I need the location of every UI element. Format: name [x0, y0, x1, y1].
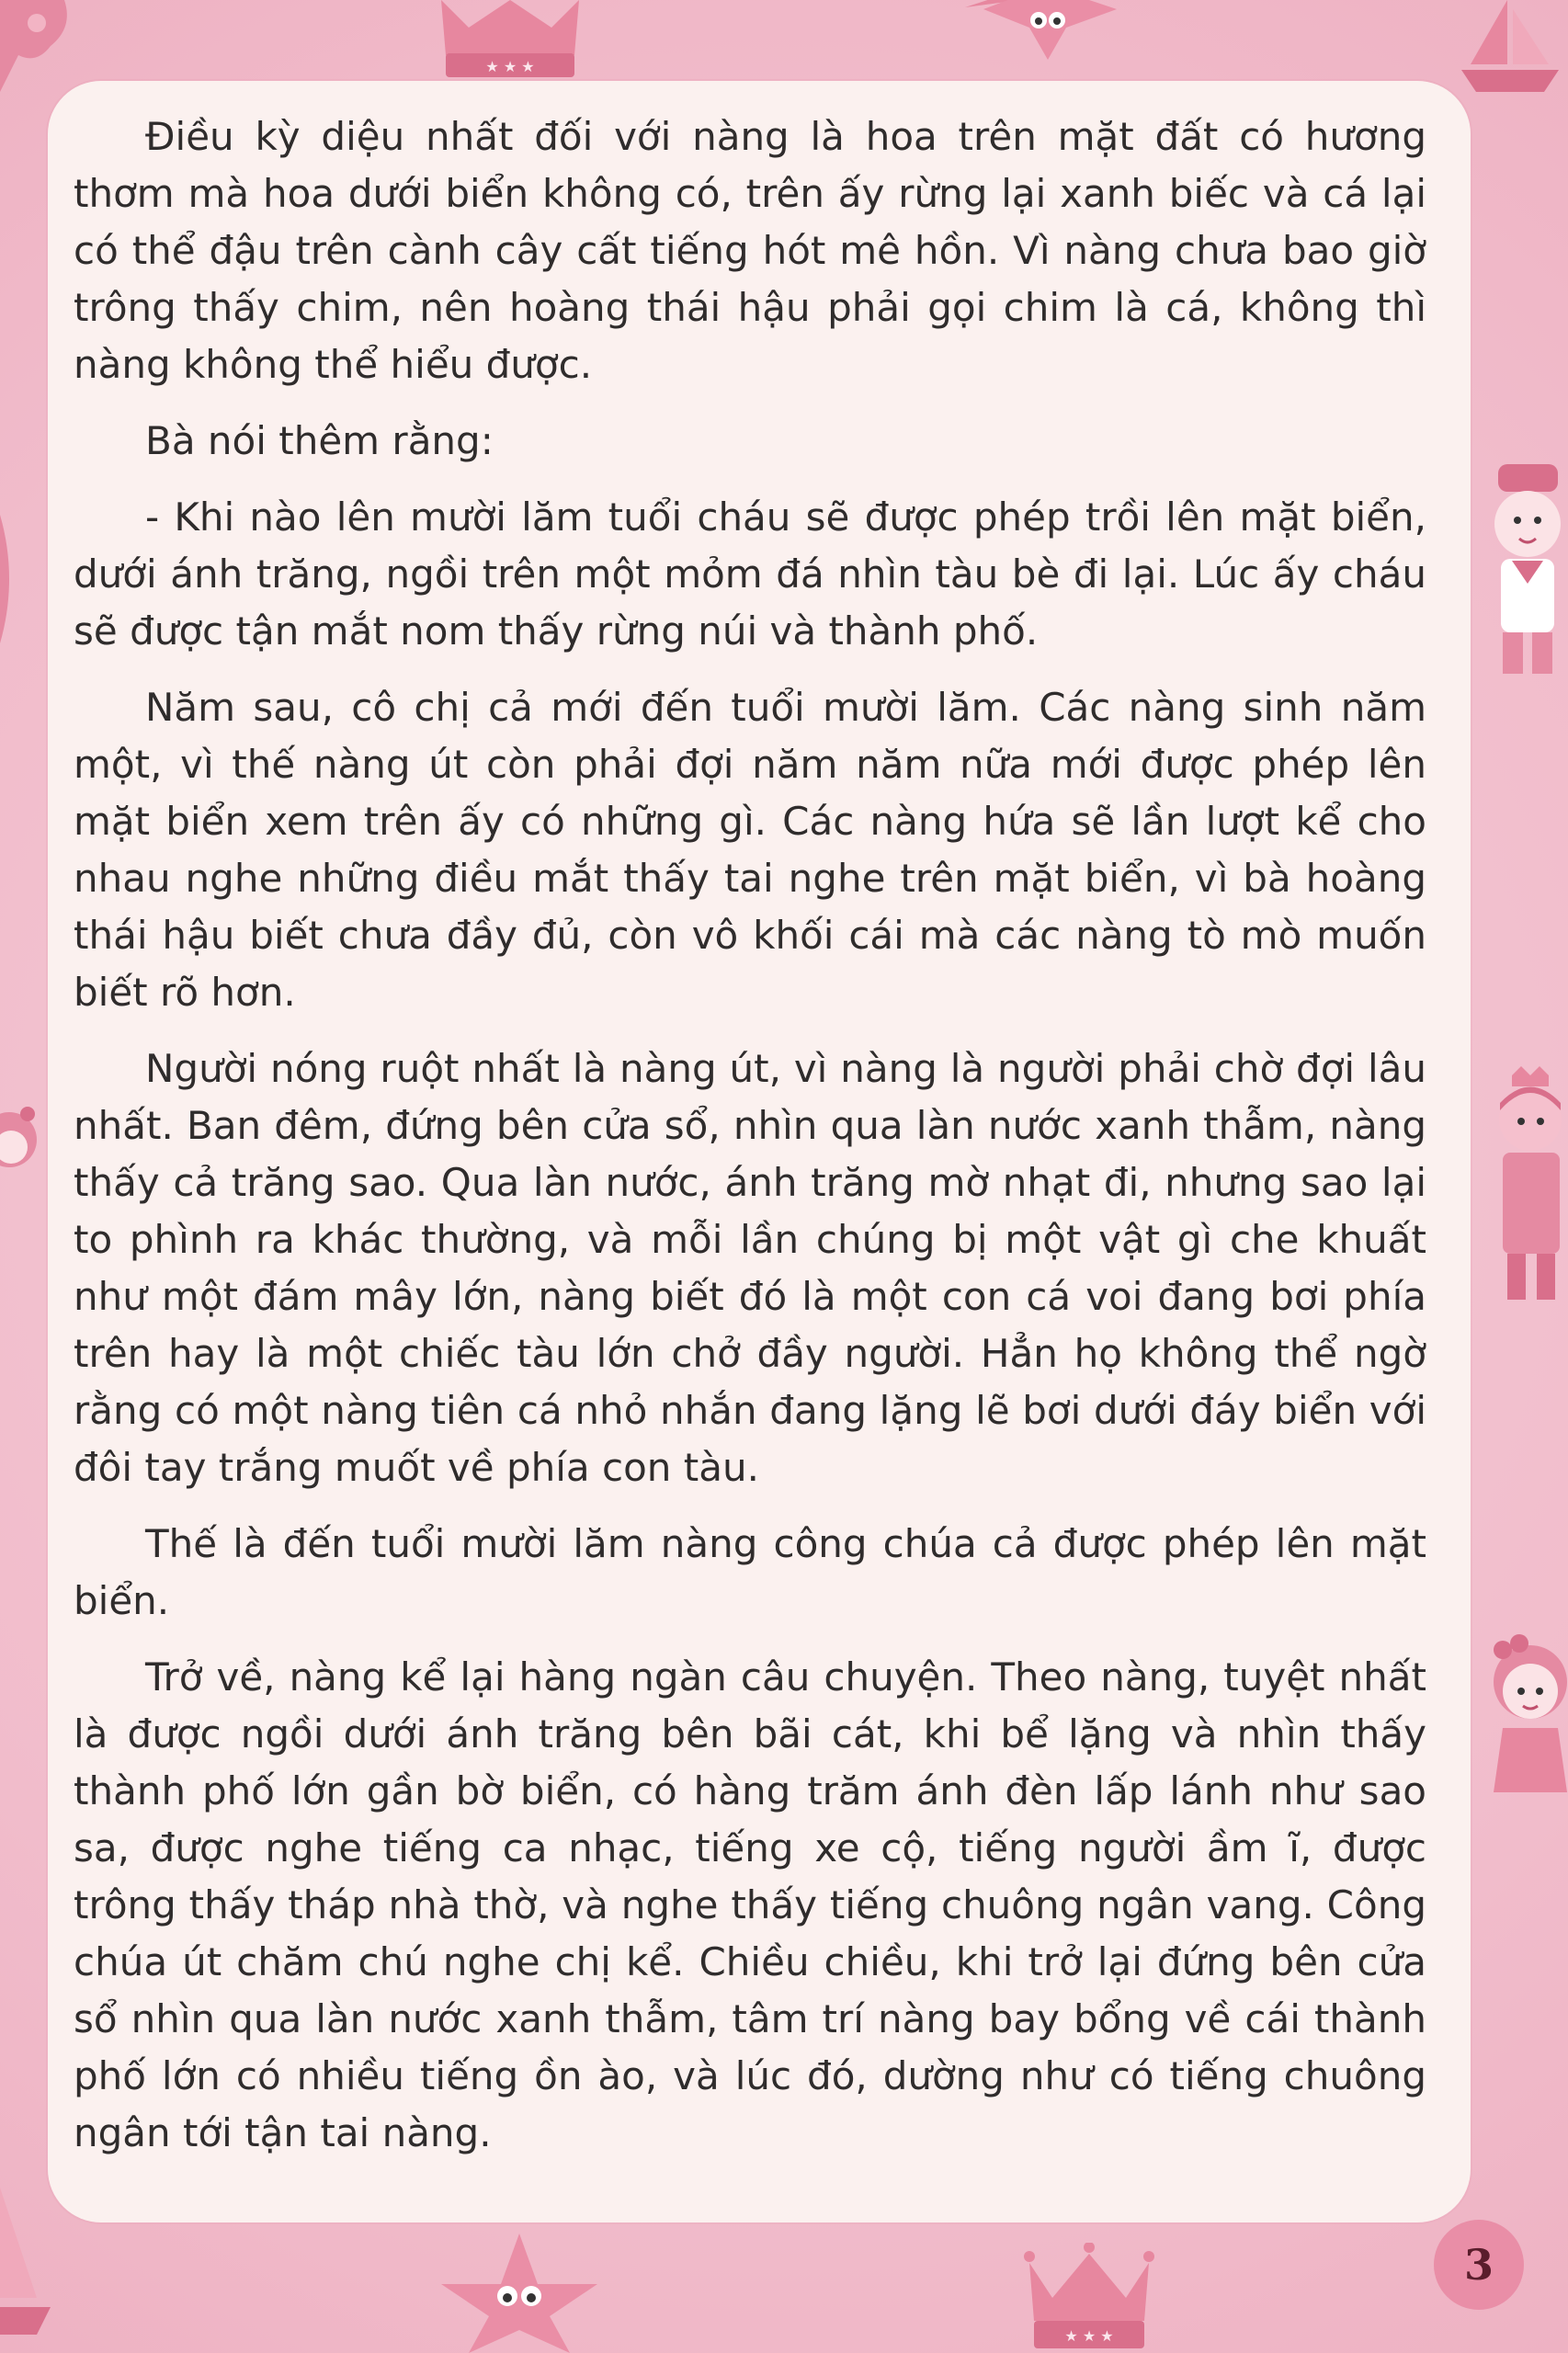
paragraph: Người nóng ruột nhất là nàng út, vì nàng là người phải chờ đợi lâu nhất. Ban đêm, đứng bên cửa sổ, nhìn qua làn nước xanh thẫm, nàng thấy cả trăng sao. Qua làn nước, ánh trăng mờ nhạt đi, nhưng sao lại to phình ra khác thường, và mỗi lần chúng bị một vật gì che khuất như một đám mây lớn, nàng biết đó là một con cá voi đang bơi phía trên hay là một chiếc tàu lớn chở đầy người. Hẳn họ không thể ngờ rằng có một nàng tiên cá nhỏ nhắn đang lặng lẽ bơi dưới đáy biển với đôi tay trắng muốt về phía con tàu.: [74, 1046, 1426, 1490]
paragraph: Trở về, nàng kể lại hàng ngàn câu chuyện. Theo nàng, tuyệt nhất là được ngồi dưới ánh trăng bên bãi cát, khi bể lặng và nhìn thấy thành phố lớn gần bờ biển, có hàng trăm ánh đèn lấp lánh như sao sa, được nghe tiếng ca nhạc, tiếng xe cộ, tiếng người ầm ĩ, được trông thấy tháp nhà thờ, và nghe thấy tiếng chuông ngân vang. Công chúa út chăm chú nghe chị kể. Chiều chiều, khi trở lại đứng bên cửa sổ nhìn qua làn nước xanh thẫm, tâm trí nàng bay bổng về cái thành phố lớn có nhiều tiếng ồn ào, và lúc đó, dường như có tiếng chuông ngân tới tận tai nàng.: [74, 1654, 1426, 2155]
sailor-boy-icon: [1484, 460, 1568, 689]
paragraph: Bà nói thêm rằng:: [145, 418, 494, 463]
paragraph: Thế là đến tuổi mười lăm nàng công chúa cả được phép lên mặt biển.: [74, 1521, 1426, 1623]
coral-icon: [0, 0, 83, 101]
mermaid-icon: [0, 1103, 46, 1213]
page-number-badge: 3: [1434, 2220, 1524, 2310]
sailboat-icon: [1452, 0, 1568, 101]
paragraph: - Khi nào lên mười lăm tuổi cháu sẽ được phép trồi lên mặt biển, dưới ánh trăng, ngồi trên một mỏm đá nhìn tàu bè đi lại. Lúc ấy cháu sẽ được tận mắt nom thấy rừng núi và thành phố.: [74, 494, 1426, 654]
starfish-icon: [965, 0, 1131, 64]
svg-text:★ ★ ★: ★ ★ ★: [1064, 2327, 1114, 2345]
crown-icon: [432, 0, 588, 81]
sailboat-icon-bottom: [0, 2188, 55, 2353]
starfish-icon-bottom: [432, 2234, 607, 2353]
svg-text:★ ★ ★: ★ ★ ★: [485, 58, 535, 75]
story-text: [74, 108, 1426, 2162]
crown-icon-bottom: [1011, 2243, 1167, 2353]
side-shape-left: [0, 515, 18, 643]
princess-icon: [1484, 1627, 1568, 1792]
paragraph: Điều kỳ diệu nhất đối với nàng là hoa trên mặt đất có hương thơm mà hoa dưới biển không có, trên ấy rừng lại xanh biếc và cá lại có thể đậu trên cành cây cất tiếng hót mê hồn. Vì nàng chưa bao giờ trông thấy chim, nên hoàng thái hậu phải gọi chim là cá, không thì nàng không thể hiểu được.: [74, 114, 1426, 387]
prince-icon: [1489, 1066, 1568, 1314]
paragraph: Năm sau, cô chị cả mới đến tuổi mười lăm. Các nàng sinh năm một, vì thế nàng út còn phải đợi năm năm nữa mới được phép lên mặt biển xem trên ấy có những gì. Các nàng hứa sẽ lần lượt kể cho nhau nghe những điều mắt thấy tai nghe trên mặt biển, vì bà hoàng thái hậu biết chưa đầy đủ, còn vô khối cái mà các nàng tò mò muốn biết rõ hơn.: [74, 685, 1426, 1015]
